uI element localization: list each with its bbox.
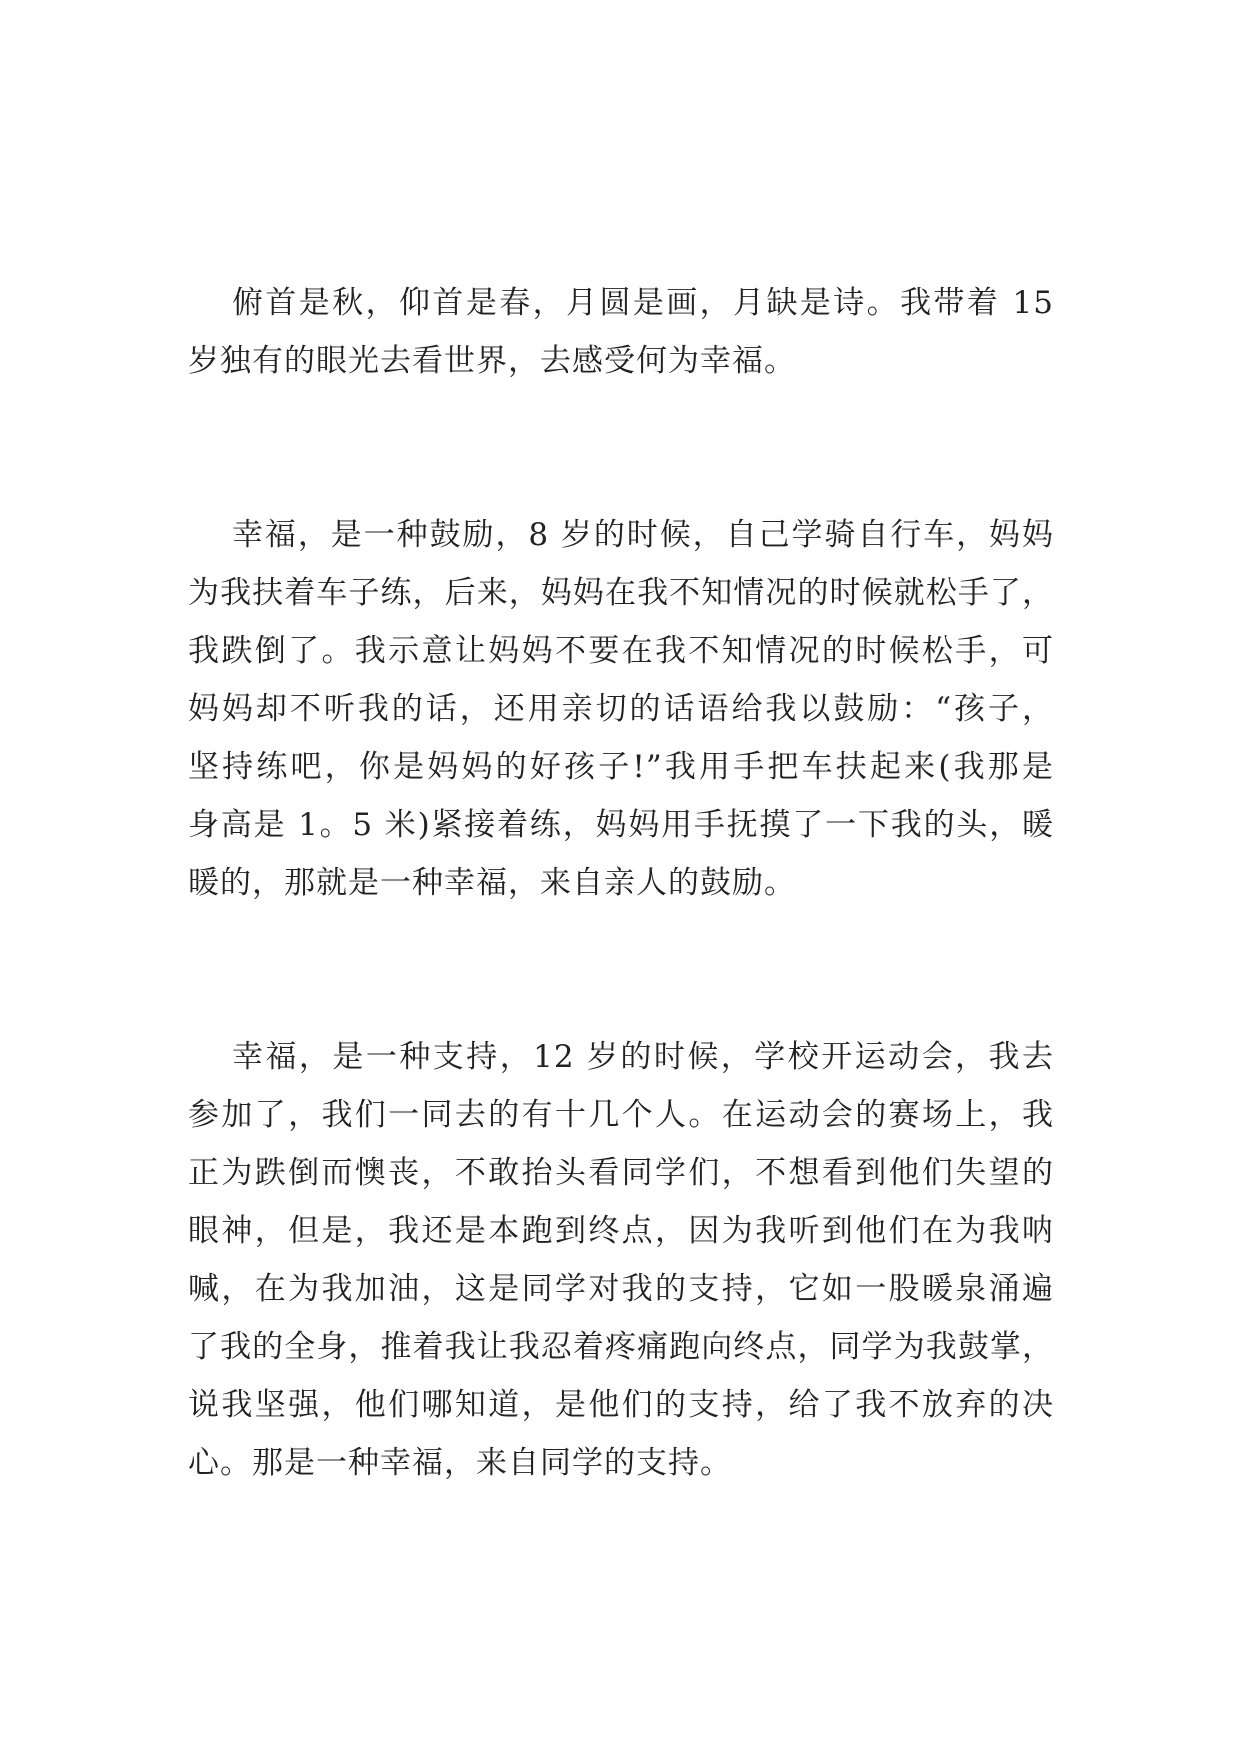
paragraph-encouragement [188,506,1054,912]
text-line: 正为跌倒而懊丧，不敢抬头看同学们，不想看到他们失望的 [188,1155,1054,1191]
text-line: 参加了，我们一同去的有十几个人。在运动会的赛场上，我 [188,1097,1054,1133]
text-line: 幸福，是一种鼓励，8 岁的时候，自己学骑自行车，妈妈 [232,517,1054,553]
paragraph-support [188,1028,1054,1492]
text-line: 身高是 1。5 米)紧接着练，妈妈用手抚摸了一下我的头，暖 [188,807,1054,843]
paragraph-intro [188,274,1054,390]
text-line: 妈妈却不听我的话，还用亲切的话语给我以鼓励：“孩子， [188,691,1054,727]
text-line: 喊，在为我加油，这是同学对我的支持，它如一股暖泉涌遍 [188,1271,1054,1307]
text-line: 心。那是一种幸福，来自同学的支持。 [188,1445,732,1481]
text-line: 为我扶着车子练，后来，妈妈在我不知情况的时候就松手了， [188,575,1054,611]
text-line: 了我的全身，推着我让我忍着疼痛跑向终点，同学为我鼓掌， [188,1329,1054,1365]
text-line: 岁独有的眼光去看世界，去感受何为幸福。 [188,343,796,379]
text-line: 我跌倒了。我示意让妈妈不要在我不知情况的时候松手，可 [188,633,1054,669]
text-line: 说我坚强，他们哪知道，是他们的支持，给了我不放弃的决 [188,1387,1054,1423]
text-line: 幸福，是一种支持，12 岁的时候，学校开运动会，我去 [232,1039,1054,1075]
text-line: 暖的，那就是一种幸福，来自亲人的鼓励。 [188,865,796,901]
text-line: 坚持练吧，你是妈妈的好孩子!”我用手把车扶起来(我那是 [188,749,1054,785]
text-line: 俯首是秋，仰首是春，月圆是画，月缺是诗。我带着 15 [232,285,1054,321]
text-line: 眼神，但是，我还是本跑到终点，因为我听到他们在为我呐 [188,1213,1054,1249]
